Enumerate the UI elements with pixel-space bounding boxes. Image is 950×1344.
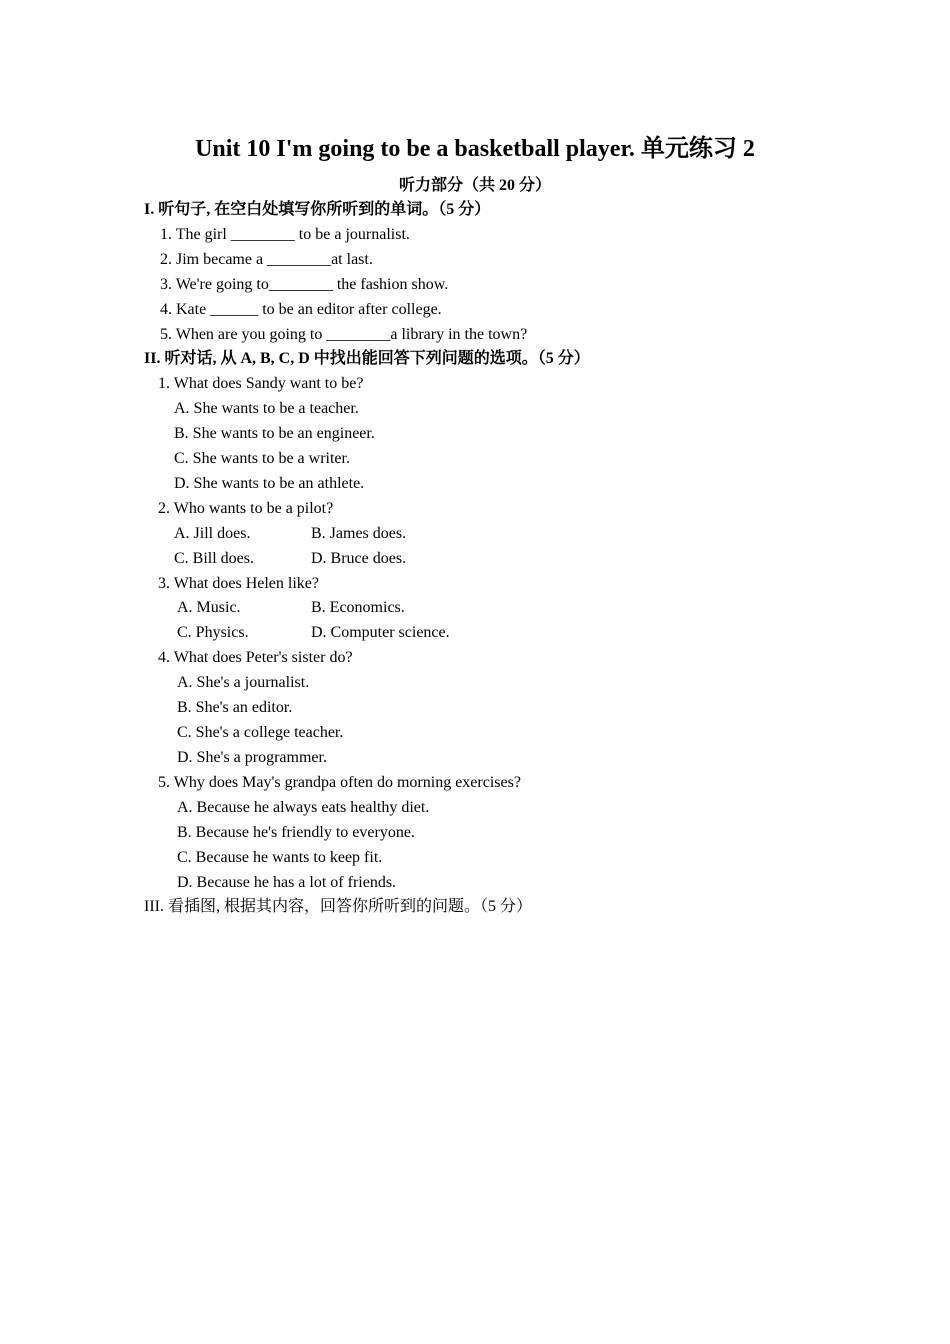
q5-option-b: B. Because he's friendly to everyone. bbox=[177, 824, 415, 841]
section1-item: 4. Kate ______ to be an editor after college. bbox=[160, 301, 442, 318]
question-4: 4. What does Peter's sister do? bbox=[158, 649, 353, 666]
q3-option-d: D. Computer science. bbox=[311, 624, 450, 641]
q1-option-d: D. She wants to be an athlete. bbox=[174, 475, 365, 492]
section-subtitle: 听力部分（共 20 分） bbox=[398, 177, 551, 194]
q2-option-c: C. Bill does. bbox=[174, 550, 255, 567]
q1-option-a: A. She wants to be a teacher. bbox=[174, 400, 359, 417]
section1-item: 5. When are you going to ________a library in the town? bbox=[160, 326, 528, 343]
q3-option-b: B. Economics. bbox=[311, 599, 405, 616]
q3-option-c: C. Physics. bbox=[177, 624, 249, 641]
q3-option-a: A. Music. bbox=[177, 599, 241, 616]
q2-option-a: A. Jill does. bbox=[174, 525, 251, 542]
q1-option-c: C. She wants to be a writer. bbox=[174, 450, 350, 467]
section1-item: 3. We're going to________ the fashion show. bbox=[160, 276, 449, 293]
section3-heading: III. 看插图, 根据其内容，回答你所听到的问题。（5 分） bbox=[144, 898, 532, 915]
question-1: 1. What does Sandy want to be? bbox=[158, 375, 364, 392]
q4-option-d: D. She's a programmer. bbox=[177, 749, 327, 766]
q4-option-a: A. She's a journalist. bbox=[177, 674, 310, 691]
q2-option-b: B. James does. bbox=[311, 525, 407, 542]
q4-option-b: B. She's an editor. bbox=[177, 699, 293, 716]
q4-option-c: C. She's a college teacher. bbox=[177, 724, 344, 741]
section1-item: 1. The girl ________ to be a journalist. bbox=[160, 226, 410, 243]
section1-heading: I. 听句子, 在空白处填写你所听到的单词。（5 分） bbox=[144, 201, 491, 218]
q5-option-d: D. Because he has a lot of friends. bbox=[177, 874, 397, 891]
question-5: 5. Why does May's grandpa often do morning exercises? bbox=[158, 774, 521, 791]
q5-option-a: A. Because he always eats healthy diet. bbox=[177, 799, 430, 816]
question-2: 2. Who wants to be a pilot? bbox=[158, 500, 334, 517]
question-3: 3. What does Helen like? bbox=[158, 575, 319, 592]
q2-option-d: D. Bruce does. bbox=[311, 550, 407, 567]
section1-item: 2. Jim became a ________at last. bbox=[160, 251, 373, 268]
section2-heading: II. 听对话, 从 A, B, C, D 中找出能回答下列问题的选项。（5 分） bbox=[144, 350, 590, 367]
q1-option-b: B. She wants to be an engineer. bbox=[174, 425, 375, 442]
document-title: Unit 10 I'm going to be a basketball player. 单元练习 2 bbox=[195, 136, 755, 162]
q5-option-c: C. Because he wants to keep fit. bbox=[177, 849, 383, 866]
